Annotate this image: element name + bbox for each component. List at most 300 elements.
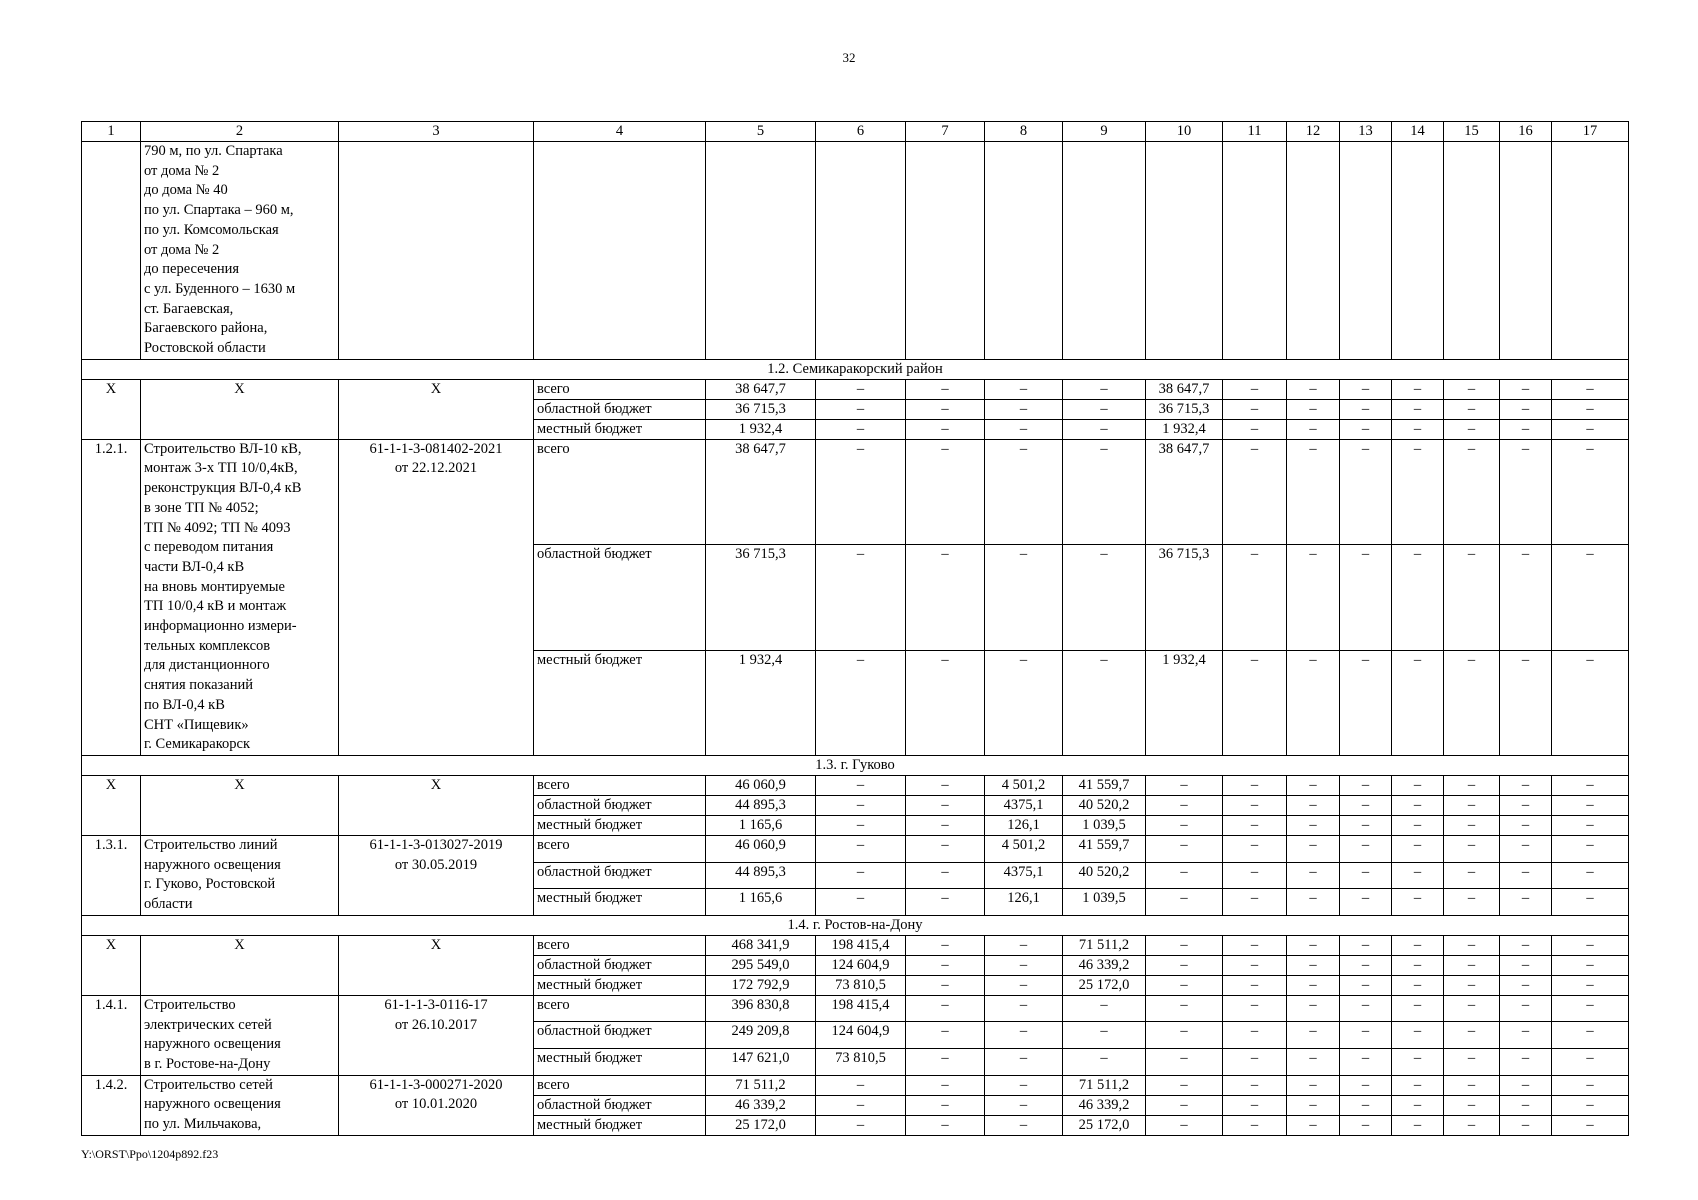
value-cell: – bbox=[1223, 419, 1287, 439]
value-cell: – bbox=[1552, 975, 1629, 995]
value-cell: – bbox=[1552, 835, 1629, 862]
value-cell: – bbox=[906, 439, 985, 544]
value-cell: – bbox=[1392, 439, 1444, 544]
value-cell: – bbox=[1392, 1075, 1444, 1095]
value-cell: – bbox=[1500, 795, 1552, 815]
value-cell: – bbox=[1340, 1048, 1392, 1075]
value-cell: – bbox=[816, 379, 906, 399]
value-cell: – bbox=[1500, 1022, 1552, 1049]
value-cell: – bbox=[816, 650, 906, 755]
value-cell: – bbox=[1552, 955, 1629, 975]
value-cell: – bbox=[1552, 1022, 1629, 1049]
value-cell: – bbox=[1340, 1022, 1392, 1049]
value-cell: – bbox=[1287, 1048, 1340, 1075]
value-cell: – bbox=[1146, 1115, 1223, 1135]
value-cell: 36 715,3 bbox=[1146, 399, 1223, 419]
value-cell: – bbox=[1063, 995, 1146, 1022]
value-cell: – bbox=[1552, 439, 1629, 544]
column-header-row bbox=[82, 122, 1629, 142]
value-cell: 38 647,7 bbox=[706, 439, 816, 544]
funding-source: местный бюджет bbox=[534, 650, 706, 755]
value-cell: – bbox=[1444, 1115, 1500, 1135]
footer-file-path: Y:\ORST\Ppo\1204p892.f23 bbox=[81, 1147, 219, 1161]
column-header: 4 bbox=[534, 122, 706, 142]
section-title: 1.2. Семикаракорский район bbox=[82, 359, 1629, 379]
value-cell: – bbox=[1063, 419, 1146, 439]
column-header: 3 bbox=[339, 122, 534, 142]
value-cell: 124 604,9 bbox=[816, 1022, 906, 1049]
value-cell: – bbox=[1500, 815, 1552, 835]
value-cell: – bbox=[1223, 835, 1287, 862]
value-cell: 1 932,4 bbox=[1146, 650, 1223, 755]
value-cell: – bbox=[1444, 862, 1500, 889]
value-cell: – bbox=[1063, 650, 1146, 755]
value-cell: – bbox=[1223, 935, 1287, 955]
value-cell: – bbox=[1223, 995, 1287, 1022]
value-cell: 1 165,6 bbox=[706, 815, 816, 835]
value-cell: – bbox=[1340, 1115, 1392, 1135]
value-cell: – bbox=[1340, 545, 1392, 650]
value-cell: – bbox=[1287, 650, 1340, 755]
value-cell: – bbox=[1223, 650, 1287, 755]
funding-source: областной бюджет bbox=[534, 1022, 706, 1049]
value-cell: 25 172,0 bbox=[1063, 1115, 1146, 1135]
continuation-row bbox=[82, 142, 1629, 360]
value-cell: – bbox=[1340, 379, 1392, 399]
value-cell: – bbox=[1340, 955, 1392, 975]
value-cell: – bbox=[1444, 835, 1500, 862]
value-cell: – bbox=[1287, 1075, 1340, 1095]
item-description: Строительство линий наружного освещения г. Гуково, Ростовской области bbox=[141, 835, 339, 915]
value-cell: – bbox=[816, 545, 906, 650]
value-cell: – bbox=[1223, 975, 1287, 995]
value-cell: – bbox=[1552, 1095, 1629, 1115]
value-cell: 36 715,3 bbox=[706, 545, 816, 650]
value-cell: – bbox=[1063, 379, 1146, 399]
value-cell: – bbox=[1287, 935, 1340, 955]
value-cell: 1 932,4 bbox=[1146, 419, 1223, 439]
value-cell: – bbox=[1287, 889, 1340, 916]
column-header: 14 bbox=[1392, 122, 1444, 142]
value-cell: – bbox=[1146, 862, 1223, 889]
funding-source: всего bbox=[534, 775, 706, 795]
value-cell: – bbox=[1500, 399, 1552, 419]
value-cell: – bbox=[1287, 815, 1340, 835]
value-cell: 172 792,9 bbox=[706, 975, 816, 995]
value-cell: – bbox=[1146, 1095, 1223, 1115]
value-cell: – bbox=[906, 1075, 985, 1095]
value-cell: – bbox=[906, 650, 985, 755]
value-cell: – bbox=[985, 379, 1063, 399]
value-cell: – bbox=[1146, 1048, 1223, 1075]
item-description: Х bbox=[141, 379, 339, 439]
value-cell: – bbox=[1340, 775, 1392, 795]
value-cell: 1 039,5 bbox=[1063, 815, 1146, 835]
value-cell: – bbox=[906, 545, 985, 650]
value-cell: – bbox=[1552, 1048, 1629, 1075]
value-cell: – bbox=[1500, 1048, 1552, 1075]
value-cell: 4375,1 bbox=[985, 862, 1063, 889]
value-cell: – bbox=[1392, 889, 1444, 916]
value-cell: – bbox=[1340, 795, 1392, 815]
funding-source: местный бюджет bbox=[534, 1048, 706, 1075]
value-cell: – bbox=[1392, 935, 1444, 955]
value-cell: – bbox=[1444, 1075, 1500, 1095]
value-cell: – bbox=[1223, 439, 1287, 544]
value-cell: – bbox=[985, 995, 1063, 1022]
value-cell: 1 039,5 bbox=[1063, 889, 1146, 916]
value-cell: – bbox=[906, 862, 985, 889]
value-cell: – bbox=[1444, 1022, 1500, 1049]
funding-source: местный бюджет bbox=[534, 419, 706, 439]
value-cell: – bbox=[816, 889, 906, 916]
value-cell: – bbox=[1552, 650, 1629, 755]
value-cell: 468 341,9 bbox=[706, 935, 816, 955]
value-cell: – bbox=[1392, 650, 1444, 755]
value-cell: – bbox=[1340, 975, 1392, 995]
value-cell: – bbox=[1552, 795, 1629, 815]
value-cell: – bbox=[1444, 1048, 1500, 1075]
value-cell: – bbox=[1223, 1022, 1287, 1049]
value-cell: – bbox=[985, 955, 1063, 975]
table-row bbox=[82, 995, 1629, 1022]
item-number: Х bbox=[82, 775, 141, 835]
value-cell: – bbox=[1146, 935, 1223, 955]
value-cell: 124 604,9 bbox=[816, 955, 906, 975]
value-cell: – bbox=[1444, 975, 1500, 995]
value-cell: – bbox=[1392, 835, 1444, 862]
section-title: 1.3. г. Гуково bbox=[82, 755, 1629, 775]
column-header: 16 bbox=[1500, 122, 1552, 142]
value-cell: – bbox=[1340, 995, 1392, 1022]
value-cell: – bbox=[1223, 862, 1287, 889]
value-cell: – bbox=[1552, 399, 1629, 419]
table-row bbox=[82, 935, 1629, 955]
value-cell: – bbox=[1392, 419, 1444, 439]
value-cell: – bbox=[1287, 975, 1340, 995]
value-cell: – bbox=[906, 399, 985, 419]
funding-source: местный бюджет bbox=[534, 975, 706, 995]
table-row bbox=[82, 439, 1629, 544]
value-cell: – bbox=[1444, 995, 1500, 1022]
value-cell: 40 520,2 bbox=[1063, 862, 1146, 889]
value-cell: – bbox=[906, 889, 985, 916]
value-cell: – bbox=[985, 419, 1063, 439]
value-cell: – bbox=[1500, 955, 1552, 975]
column-header: 15 bbox=[1444, 122, 1500, 142]
value-cell: – bbox=[1444, 439, 1500, 544]
value-cell: – bbox=[1500, 995, 1552, 1022]
value-cell: – bbox=[1223, 775, 1287, 795]
value-cell: – bbox=[1392, 545, 1444, 650]
value-cell: – bbox=[1552, 545, 1629, 650]
value-cell: – bbox=[1392, 1115, 1444, 1135]
value-cell: – bbox=[1223, 1095, 1287, 1115]
value-cell: – bbox=[906, 1095, 985, 1115]
value-cell: – bbox=[906, 935, 985, 955]
value-cell: 4 501,2 bbox=[985, 835, 1063, 862]
value-cell: – bbox=[1392, 1022, 1444, 1049]
value-cell: – bbox=[1444, 795, 1500, 815]
value-cell: – bbox=[1500, 975, 1552, 995]
value-cell: – bbox=[985, 935, 1063, 955]
value-cell: – bbox=[816, 1075, 906, 1095]
item-number: 1.3.1. bbox=[82, 835, 141, 915]
value-cell: – bbox=[1146, 835, 1223, 862]
column-header: 6 bbox=[816, 122, 906, 142]
value-cell: 249 209,8 bbox=[706, 1022, 816, 1049]
funding-source: областной бюджет bbox=[534, 955, 706, 975]
value-cell: – bbox=[1500, 775, 1552, 795]
value-cell: – bbox=[1444, 419, 1500, 439]
value-cell: – bbox=[906, 1048, 985, 1075]
section-title: 1.4. г. Ростов-на-Дону bbox=[82, 915, 1629, 935]
value-cell: – bbox=[816, 835, 906, 862]
page-number: 32 bbox=[842, 50, 856, 65]
value-cell: – bbox=[1287, 545, 1340, 650]
item-description: Х bbox=[141, 935, 339, 995]
value-cell: – bbox=[1340, 399, 1392, 419]
continuation-description: 790 м, по ул. Спартака от дома № 2 до дома № 40 по ул. Спартака – 960 м, по ул. Комсомольская от дома № 2 до пересечения с ул. Буденного – 1630 м ст. Багаевская, Багаевского района, Ростовской области bbox=[141, 142, 339, 360]
value-cell: 40 520,2 bbox=[1063, 795, 1146, 815]
value-cell: – bbox=[985, 1048, 1063, 1075]
section-row bbox=[82, 915, 1629, 935]
value-cell: – bbox=[1223, 399, 1287, 419]
value-cell: – bbox=[1223, 1115, 1287, 1135]
value-cell: 38 647,7 bbox=[1146, 379, 1223, 399]
value-cell: – bbox=[1287, 1095, 1340, 1115]
value-cell: 46 060,9 bbox=[706, 835, 816, 862]
value-cell: – bbox=[816, 419, 906, 439]
value-cell: – bbox=[1500, 545, 1552, 650]
value-cell: – bbox=[1287, 862, 1340, 889]
table-row bbox=[82, 1075, 1629, 1095]
value-cell: – bbox=[906, 955, 985, 975]
value-cell: – bbox=[1444, 545, 1500, 650]
funding-source: областной бюджет bbox=[534, 1095, 706, 1115]
value-cell: – bbox=[985, 975, 1063, 995]
value-cell: – bbox=[1146, 889, 1223, 916]
value-cell: – bbox=[1392, 379, 1444, 399]
value-cell: – bbox=[1287, 775, 1340, 795]
registration-number: Х bbox=[339, 379, 534, 439]
value-cell: – bbox=[1146, 795, 1223, 815]
value-cell: – bbox=[1392, 995, 1444, 1022]
value-cell: 198 415,4 bbox=[816, 995, 906, 1022]
column-header: 5 bbox=[706, 122, 816, 142]
value-cell: – bbox=[1063, 545, 1146, 650]
value-cell: – bbox=[1392, 955, 1444, 975]
value-cell: – bbox=[906, 995, 985, 1022]
value-cell: – bbox=[1552, 995, 1629, 1022]
value-cell: – bbox=[1287, 439, 1340, 544]
value-cell: – bbox=[1146, 1022, 1223, 1049]
item-description: Строительство ВЛ-10 кВ, монтаж 3-х ТП 10/0,4кВ, реконструкция ВЛ-0,4 кВ в зоне ТП № 4052; ТП № 4092; ТП № 4093 с переводом питания части ВЛ-0,4 кВ на вновь монтируемые ТП 10/0,4 кВ и монтаж информационно измери- тельных комплексов для дистанционного снятия показаний по ВЛ-0,4 кВ СНТ «Пищевик» г. Семикаракорск bbox=[141, 439, 339, 755]
value-cell: – bbox=[1223, 1048, 1287, 1075]
value-cell: – bbox=[1063, 399, 1146, 419]
column-header: 2 bbox=[141, 122, 339, 142]
value-cell: – bbox=[1146, 955, 1223, 975]
item-number: Х bbox=[82, 935, 141, 995]
value-cell: – bbox=[1500, 379, 1552, 399]
value-cell: – bbox=[1287, 795, 1340, 815]
value-cell: – bbox=[1287, 379, 1340, 399]
item-description: Строительство сетей наружного освещения по ул. Мильчакова, bbox=[141, 1075, 339, 1135]
registration-number: 61-1-1-3-000271-2020 от 10.01.2020 bbox=[339, 1075, 534, 1135]
value-cell: 25 172,0 bbox=[706, 1115, 816, 1135]
column-header: 9 bbox=[1063, 122, 1146, 142]
value-cell: 36 715,3 bbox=[706, 399, 816, 419]
funding-source: всего bbox=[534, 835, 706, 862]
value-cell: – bbox=[1223, 795, 1287, 815]
value-cell: – bbox=[906, 795, 985, 815]
item-description: Х bbox=[141, 775, 339, 835]
value-cell: 73 810,5 bbox=[816, 1048, 906, 1075]
value-cell: – bbox=[985, 1075, 1063, 1095]
value-cell: – bbox=[1223, 889, 1287, 916]
value-cell: 44 895,3 bbox=[706, 795, 816, 815]
value-cell: – bbox=[906, 379, 985, 399]
value-cell: 147 621,0 bbox=[706, 1048, 816, 1075]
value-cell: – bbox=[1552, 775, 1629, 795]
value-cell: 71 511,2 bbox=[706, 1075, 816, 1095]
value-cell: – bbox=[1500, 439, 1552, 544]
value-cell: 71 511,2 bbox=[1063, 935, 1146, 955]
column-header: 7 bbox=[906, 122, 985, 142]
value-cell: 41 559,7 bbox=[1063, 775, 1146, 795]
registration-number: 61-1-1-3-081402-2021 от 22.12.2021 bbox=[339, 439, 534, 755]
value-cell: – bbox=[985, 439, 1063, 544]
value-cell: – bbox=[1223, 1075, 1287, 1095]
value-cell: – bbox=[1340, 439, 1392, 544]
value-cell: – bbox=[1500, 835, 1552, 862]
value-cell: 396 830,8 bbox=[706, 995, 816, 1022]
funding-source: всего bbox=[534, 935, 706, 955]
value-cell: 4375,1 bbox=[985, 795, 1063, 815]
value-cell: – bbox=[1146, 1075, 1223, 1095]
value-cell: – bbox=[1287, 1022, 1340, 1049]
value-cell: – bbox=[985, 545, 1063, 650]
value-cell: 38 647,7 bbox=[1146, 439, 1223, 544]
value-cell: 1 165,6 bbox=[706, 889, 816, 916]
value-cell: 1 932,4 bbox=[706, 650, 816, 755]
value-cell: 46 339,2 bbox=[1063, 1095, 1146, 1115]
value-cell: – bbox=[1340, 419, 1392, 439]
value-cell: – bbox=[1444, 379, 1500, 399]
value-cell: – bbox=[1340, 815, 1392, 835]
value-cell: – bbox=[1340, 650, 1392, 755]
value-cell: 41 559,7 bbox=[1063, 835, 1146, 862]
value-cell: – bbox=[906, 419, 985, 439]
value-cell: – bbox=[1444, 935, 1500, 955]
value-cell: – bbox=[906, 1022, 985, 1049]
value-cell: – bbox=[1444, 955, 1500, 975]
value-cell: – bbox=[1552, 862, 1629, 889]
column-header: 13 bbox=[1340, 122, 1392, 142]
value-cell: 38 647,7 bbox=[706, 379, 816, 399]
value-cell: – bbox=[1223, 955, 1287, 975]
value-cell: – bbox=[1340, 889, 1392, 916]
value-cell: – bbox=[816, 795, 906, 815]
funding-source: местный бюджет bbox=[534, 1115, 706, 1135]
value-cell: – bbox=[1552, 935, 1629, 955]
value-cell: – bbox=[1146, 815, 1223, 835]
value-cell: – bbox=[1552, 1075, 1629, 1095]
funding-source: всего bbox=[534, 439, 706, 544]
item-number: 1.4.1. bbox=[82, 995, 141, 1075]
value-cell: – bbox=[1392, 1095, 1444, 1115]
value-cell: 44 895,3 bbox=[706, 862, 816, 889]
item-number: 1.4.2. bbox=[82, 1075, 141, 1135]
value-cell: – bbox=[1287, 1115, 1340, 1135]
value-cell: – bbox=[1223, 815, 1287, 835]
value-cell: – bbox=[1500, 862, 1552, 889]
budget-table bbox=[81, 121, 1629, 1136]
funding-source: областной бюджет bbox=[534, 399, 706, 419]
registration-number: 61-1-1-3-013027-2019 от 30.05.2019 bbox=[339, 835, 534, 915]
value-cell: – bbox=[1340, 935, 1392, 955]
value-cell: – bbox=[1287, 399, 1340, 419]
funding-source: областной бюджет bbox=[534, 795, 706, 815]
funding-source: местный бюджет bbox=[534, 889, 706, 916]
value-cell: – bbox=[1444, 775, 1500, 795]
value-cell: – bbox=[985, 1095, 1063, 1115]
value-cell: – bbox=[1392, 815, 1444, 835]
funding-source: областной бюджет bbox=[534, 545, 706, 650]
value-cell: – bbox=[1392, 975, 1444, 995]
table-row bbox=[82, 379, 1629, 399]
value-cell: – bbox=[1063, 1022, 1146, 1049]
value-cell: – bbox=[1444, 399, 1500, 419]
value-cell: – bbox=[1146, 975, 1223, 995]
table-row bbox=[82, 775, 1629, 795]
column-header: 10 bbox=[1146, 122, 1223, 142]
column-header: 8 bbox=[985, 122, 1063, 142]
value-cell: 36 715,3 bbox=[1146, 545, 1223, 650]
value-cell: 25 172,0 bbox=[1063, 975, 1146, 995]
value-cell: – bbox=[1500, 889, 1552, 916]
funding-source: областной бюджет bbox=[534, 862, 706, 889]
value-cell: – bbox=[906, 775, 985, 795]
column-header: 1 bbox=[82, 122, 141, 142]
value-cell: – bbox=[816, 1115, 906, 1135]
value-cell: 46 060,9 bbox=[706, 775, 816, 795]
value-cell: – bbox=[1146, 995, 1223, 1022]
value-cell: – bbox=[1287, 835, 1340, 862]
value-cell: – bbox=[1392, 775, 1444, 795]
value-cell: – bbox=[906, 835, 985, 862]
registration-number: Х bbox=[339, 775, 534, 835]
column-header: 17 bbox=[1552, 122, 1629, 142]
value-cell: – bbox=[1287, 995, 1340, 1022]
column-header: 12 bbox=[1287, 122, 1340, 142]
item-number: Х bbox=[82, 379, 141, 439]
funding-source: всего bbox=[534, 1075, 706, 1095]
value-cell: – bbox=[1340, 862, 1392, 889]
value-cell: – bbox=[816, 1095, 906, 1115]
value-cell: – bbox=[985, 399, 1063, 419]
value-cell: – bbox=[1392, 399, 1444, 419]
value-cell: 46 339,2 bbox=[706, 1095, 816, 1115]
value-cell: – bbox=[1500, 935, 1552, 955]
value-cell: – bbox=[1500, 650, 1552, 755]
value-cell: – bbox=[1146, 775, 1223, 795]
value-cell: 126,1 bbox=[985, 889, 1063, 916]
section-row bbox=[82, 359, 1629, 379]
value-cell: – bbox=[1500, 1115, 1552, 1135]
value-cell: – bbox=[1444, 650, 1500, 755]
funding-source: местный бюджет bbox=[534, 815, 706, 835]
